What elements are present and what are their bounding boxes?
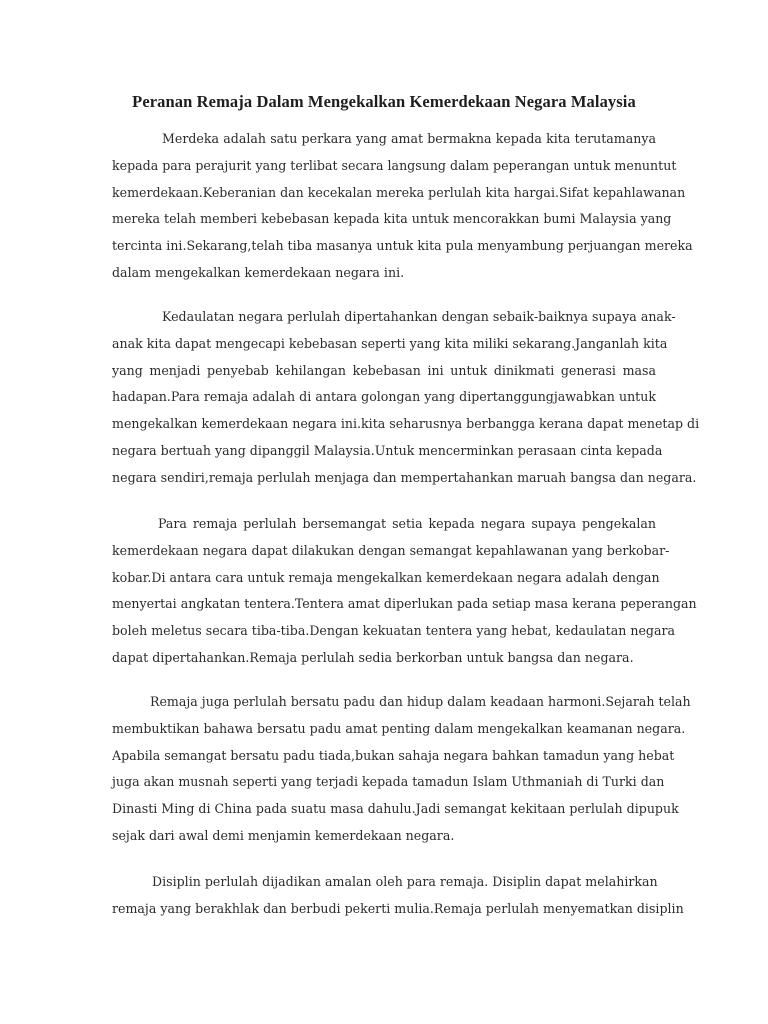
paragraph-3 <box>112 511 697 672</box>
paragraph-line: dalam mengekalkan kemerdekaan negara ini. <box>112 264 405 280</box>
paragraph-line: kepada para perajurit yang terlibat secara langsung dalam peperangan untuk menuntut <box>112 157 677 173</box>
paragraph-line: anak kita dapat mengecapi kebebasan seperti yang kita miliki sekarang.Janganlah kita <box>112 335 668 351</box>
paragraph-line: hadapan.Para remaja adalah di antara golongan yang dipertanggungjawabkan untuk <box>112 389 656 405</box>
paragraph-line: Kedaulatan negara perlulah dipertahankan dengan sebaik-baiknya supaya anak- <box>162 309 676 324</box>
paragraph-line: mengekalkan kemerdekaan negara ini.kita seharusnya berbangga kerana dapat menetap di <box>112 416 700 432</box>
paragraph-line: remaja yang berakhlak dan berbudi pekerti mulia.Remaja perlulah menyematkan disiplin <box>112 900 684 916</box>
paragraph-line: negara sendiri,remaja perlulah menjaga dan mempertahankan maruah bangsa dan negara. <box>112 469 697 485</box>
paragraph-line: kemerdekaan negara dapat dilakukan dengan semangat kepahlawanan yang berkobar- <box>112 542 670 558</box>
paragraph-line: Dinasti Ming di China pada suatu masa dahulu.Jadi semangat kekitaan perlulah dipupuk <box>112 801 679 817</box>
paragraph-4 <box>112 689 691 850</box>
paragraph-line: kobar.Di antara cara untuk remaja mengekalkan kemerdekaan negara adalah dengan <box>112 569 660 585</box>
paragraph-line: boleh meletus secara tiba-tiba.Dengan kekuatan tentera yang hebat, kedaulatan negara <box>112 623 676 639</box>
paragraph-line: negara bertuah yang dipanggil Malaysia.Untuk mencerminkan perasaan cinta kepada <box>112 442 663 458</box>
paragraph-line: membuktikan bahawa bersatu padu amat penting dalam mengekalkan keamanan negara. <box>112 720 686 736</box>
paragraph-line: menyertai angkatan tentera.Tentera amat diperlukan pada setiap masa kerana peperangan <box>112 596 697 612</box>
paragraph-line: sejak dari awal demi menjamin kemerdekaan negara. <box>112 827 455 843</box>
paragraph-line: Merdeka adalah satu perkara yang amat bermakna kepada kita terutamanya <box>162 131 656 146</box>
paragraph-line: juga akan musnah seperti yang terjadi kepada tamadun Islam Uthmaniah di Turki dan <box>112 774 665 790</box>
paragraph-line: Para remaja perlulah bersemangat setia kepada negara supaya pengekalan <box>158 516 656 531</box>
paragraph-5 <box>112 869 684 923</box>
paragraph-line: yang menjadi penyebab kehilangan kebebasan ini untuk dinikmati generasi masa <box>112 362 656 378</box>
paragraph-1 <box>112 126 693 287</box>
paragraph-line: kemerdekaan.Keberanian dan kecekalan mereka perlulah kita hargai.Sifat kepahlawanan <box>112 184 686 200</box>
paragraph-line: Disiplin perlulah dijadikan amalan oleh para remaja. Disiplin dapat melahirkan <box>152 874 658 889</box>
paragraph-line: Remaja juga perlulah bersatu padu dan hidup dalam keadaan harmoni.Sejarah telah <box>150 694 691 709</box>
paragraph-line: Apabila semangat bersatu padu tiada,bukan sahaja negara bahkan tamadun yang hebat <box>112 747 675 763</box>
paragraph-line: dapat dipertahankan.Remaja perlulah sedia berkorban untuk bangsa dan negara. <box>112 649 634 665</box>
document-title: Peranan Remaja Dalam Mengekalkan Kemerdekaan Negara Malaysia <box>132 92 636 111</box>
paragraph-line: tercinta ini.Sekarang,telah tiba masanya untuk kita pula menyambung perjuangan mereka <box>112 238 693 254</box>
paragraph-line: mereka telah memberi kebebasan kepada kita untuk mencorakkan bumi Malaysia yang <box>112 211 672 227</box>
paragraph-2 <box>112 304 700 492</box>
